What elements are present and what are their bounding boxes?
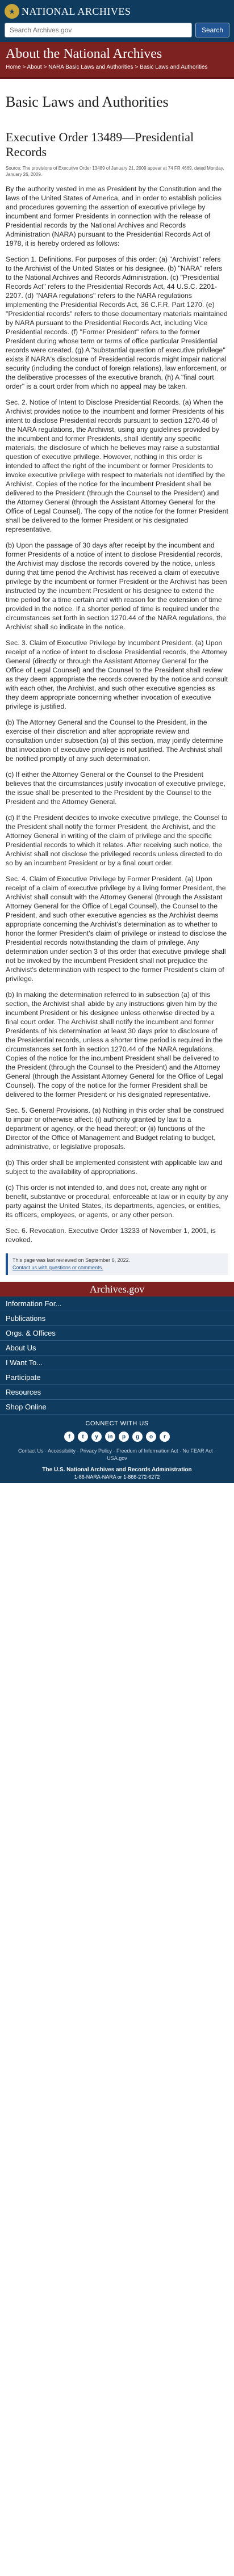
paragraph: Sec. 4. Claim of Executive Privilege by Former President. (a) Upon receipt of a claim of executive privilege by a living former President, the Archivist shall consult with the Attorney General (through the Assistant Attorney General for the Office of Legal Counsel), the Counsel to the President, and such other executive agencies as the Archivist deems appropriate concerning the Archivist's determination as to whether to honor the former President's claim of privilege or instead to disclose the Presidential records notwithstanding the claim of privilege. Any determination under section 3 of this order that executive privilege shall not be invoked by the incumbent President shall not prejudice the Archivist's determination with respect to the former President's claim of privilege. — [6, 875, 227, 983]
twitter-icon[interactable]: t — [78, 1432, 88, 1442]
paragraph: (b) Upon the passage of 30 days after receipt by the incumbent and former Presidents of a notice of intent to disclose Presidential records, the Archivist may disclose the records covered by the notice, unless during that time period the Archivist has received a claim of executive privilege by the incumbent or former President or the Archivist has been instructed by the incumbent President or his designee to extend the time period for a time certain and with reason for the extension of time provided in the notice. If a shorter period of time is required under the circumstances set forth in section 1270.44 of the NARA regulations, the Archivist shall so indicate in the notice. — [6, 541, 227, 631]
instagram-icon[interactable]: o — [146, 1432, 156, 1442]
footer-menu-publications[interactable]: Publications — [0, 1311, 234, 1326]
paragraph: (b) In making the determination referred to in subsection (a) of this section, the Archivist shall abide by any instructions given him by the incumbent President or his designee unless otherwise directed by a final court order. The Archivist shall notify the incumbent and former Presidents of his determination at least 30 days prior to disclosure of the Presidential records, unless a shorter time period is required in the circumstances set forth in section 1270.44 of the NARA regulations. Copies of the notice for the incumbent President shall be delivered to the President (through the Counsel to the President) and the Attorney General (through the Assistant Attorney General for the Office of Legal Counsel). The copy of the notice for the former President shall be delivered to the former President or his designated representative. — [6, 991, 223, 1098]
agency-name: The U.S. National Archives and Records Administration — [42, 1467, 192, 1473]
breadcrumb-laws[interactable]: NARA Basic Laws and Authorities — [48, 64, 133, 70]
footer-menu-orgs-offices[interactable]: Orgs. & Offices — [0, 1326, 234, 1341]
paragraph: (b) This order shall be implemented consistent with applicable law and subject to the availability of appropriations. — [6, 1159, 223, 1176]
paragraph: Sec. 3. Claim of Executive Privilege by Incumbent President. (a) Upon receipt of a notice of intent to disclose Presidential records, the Attorney General (directly or through the Assistant Attorney General for the Office of Legal Counsel) and the Counsel to the President shall review as they deem appropriate the records covered by the notice and consult with each other, the Archivist, and such other executive agencies as they deem appropriate concerning whether invocation of executive privilege is justified. — [6, 639, 228, 710]
footer-brand[interactable]: Archives.gov — [0, 1282, 234, 1297]
paragraph: (c) If either the Attorney General or the Counsel to the President believes that the circumstances justify invocation of executive privilege, the issue shall be presented to the President by the Counsel to the President and the Attorney General. — [6, 771, 225, 806]
social-icons — [0, 1432, 234, 1442]
youtube-icon[interactable]: y — [91, 1432, 102, 1442]
paragraph: (c) This order is not intended to, and does not, create any right or benefit, substantive or procedural, enforceable at law or in equity by any party against the United States, its departments, agencies, or entities, its officers, employees, or agents, or any other person. — [6, 1184, 228, 1219]
footer-menu-shop-online[interactable]: Shop Online — [0, 1400, 234, 1415]
search-input[interactable] — [5, 23, 192, 37]
page-title: Basic Laws and Authorities — [6, 94, 169, 110]
github-icon[interactable]: g — [132, 1432, 143, 1442]
logo-text: NATIONAL ARCHIVES — [22, 5, 131, 17]
section-banner — [0, 42, 234, 79]
search-button[interactable]: Search — [195, 23, 229, 37]
paragraph: (b) The Attorney General and the Counsel to the President, in the exercise of their discretion and after appropriate review and consultation under subsection (a) of this section, may jointly determine that invocation of executive privilege is not justified. The Archivist shall be notified promptly of any such determination. — [6, 718, 223, 763]
footer-menu-information-for[interactable]: Information For... — [0, 1297, 234, 1311]
agency-phone: 1-86-NARA-NARA or 1-866-272-6272 — [74, 1474, 160, 1480]
source-note: Source: The provisions of Executive Order 13489 of January 21, 2009 appear at 74 FR 4669, dated Monday, January 26, 2009. — [6, 166, 224, 177]
facebook-icon[interactable]: f — [64, 1432, 74, 1442]
paragraph: Section 1. Definitions. For purposes of this order: (a) "Archivist" refers to the Archivist of the United States or his designee. (b) "NARA" refers to the National Archives and Records Administration. (c) "Presidential Records Act" refers to the Presidential Records Act, 44 U.S.C. 2201-2207. (d) "NARA regulations" refers to the NARA regulations implementing the Presidential Records Act, 36 C.F.R. Part 1270. (e) "Presidential records" refers to those documentary materials maintained by NARA pursuant to the Presidential Records Act, including Vice Presidential records. (f) "Former President" refers to the former President during whose term or terms of office particular Presidential records were created. (g) A "substantial question of executive privilege" exists if NARA's disclosure of Presidential records might impair national security (including the conduct of foreign relations), law enforcement, or the deliberative processes of the executive branch. (h) A "final court order" is a court order from which no appeal may be taken. — [6, 255, 228, 390]
paragraph: Sec. 5. General Provisions. (a) Nothing in this order shall be construed to impair or otherwise affect: (i) authority granted by law to a department or agency, or the head thereof; or (ii) functions of the Director of the Office of Management and Budget relating to budget, administrative, or legislative proposals. — [6, 1106, 224, 1151]
footer-links[interactable]: Contact Us · Accessibility · Privacy Policy · Freedom of Information Act · No FEAR Act · USA.gov — [18, 1448, 216, 1461]
last-reviewed-text: This page was last reviewed on September 6, 2022. — [12, 1257, 131, 1263]
national-archives-logo[interactable] — [5, 4, 131, 19]
paragraph: Sec. 6. Revocation. Executive Order 13233 of November 1, 2001, is revoked. — [6, 1227, 216, 1244]
section-title: About the National Archives — [6, 47, 162, 61]
eagle-seal-icon: ★ — [5, 4, 19, 19]
breadcrumb-home[interactable]: Home — [6, 64, 21, 70]
pinterest-icon[interactable]: p — [119, 1432, 129, 1442]
top-header — [0, 0, 234, 23]
footer-menu-resources[interactable]: Resources — [0, 1385, 234, 1400]
footer-menu-i-want-to[interactable]: I Want To... — [0, 1356, 234, 1370]
footer-menu-participate[interactable]: Participate — [0, 1370, 234, 1385]
paragraph: By the authority vested in me as President by the Constitution and the laws of the United States of America, and in order to establish policies and procedures governing the assertion of executive privilege by incumbent and former Presidents in connection with the release of Presidential records by the National Archives and Records Administration (NARA) pursuant to the Presidential Records Act of 1978, it is hereby ordered as follows: — [6, 185, 222, 247]
search-bar — [0, 23, 234, 42]
footer-menu — [0, 1297, 234, 1415]
connect-section — [0, 1415, 234, 1483]
connect-title: CONNECT WITH US — [85, 1420, 149, 1427]
breadcrumb: Home > About > NARA Basic Laws and Authorities > Basic Laws and Authorities — [6, 64, 208, 70]
breadcrumb-about[interactable]: About — [27, 64, 42, 70]
executive-order-title: Executive Order 13489—Presidential Records — [6, 130, 194, 159]
footer-menu-about-us[interactable]: About Us — [0, 1341, 234, 1356]
last-reviewed-note — [6, 1253, 228, 1275]
paragraph: (d) If the President decides to invoke executive privilege, the Counsel to the President shall notify the former President, the Archivist, and the Attorney General in writing of the claim of privilege and the specific Presidential records to which it relates. After receiving such notice, the Archivist shall not disclose the privileged records unless directed to do so by an incumbent President or by a final court order. — [6, 814, 228, 867]
breadcrumb-current: Basic Laws and Authorities — [140, 64, 208, 70]
main-content — [0, 79, 234, 1275]
contact-link[interactable]: Contact us with questions or comments. — [12, 1265, 103, 1270]
rss-icon[interactable]: r — [160, 1432, 170, 1442]
paragraph: Sec. 2. Notice of Intent to Disclose Presidential Records. (a) When the Archivist provides notice to the incumbent and former Presidents of his intent to disclose Presidential records pursuant to section 1270.46 of the NARA regulations, the Archivist, using any guidelines provided by the incumbent and former Presidents, shall identify any specific materials, the disclosure of which he believes may raise a substantial question of executive privilege. However, nothing in this order is intended to affect the right of the incumbent or former Presidents to invoke executive privilege with respect to materials not identified by the Archivist. Copies of the notice for the incumbent President shall be delivered to the President (through the Counsel to the President) and the Attorney General (through the Assistant Attorney General for the Office of Legal Counsel). The copy of the notice for the former President shall be delivered to the former President or his designated representative. — [6, 398, 228, 533]
linkedin-icon[interactable]: in — [105, 1432, 115, 1442]
